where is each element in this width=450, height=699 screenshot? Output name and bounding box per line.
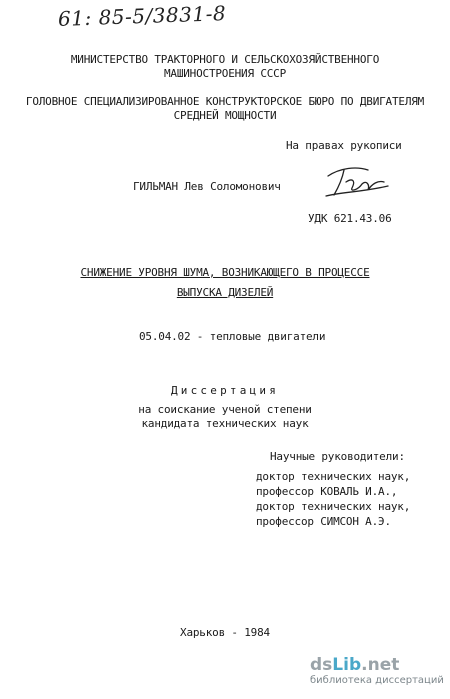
bureau-line-1: ГОЛОВНОЕ СПЕЦИАЛИЗИРОВАННОЕ КОНСТРУКТОРСКОЕ БЮРО ПО ДВИГАТЕЛЯМ: [25, 95, 425, 108]
dslib-watermark: [310, 655, 444, 691]
udk-code: УДК 621.43.06: [308, 212, 392, 225]
rights-note: На правах рукописи: [286, 139, 402, 152]
dslib-logo: dsLib.net: [310, 655, 400, 675]
bureau-line-2: СРЕДНЕЙ МОЩНОСТИ: [173, 109, 277, 122]
author-name: ГИЛЬМАН Лев Соломонович: [133, 180, 281, 193]
supervisor-line-3: доктор технических наук,: [256, 500, 411, 513]
ministry-line-1: МИНИСТЕРСТВО ТРАКТОРНОГО И СЕЛЬСКОХОЗЯЙСТВЕННОГО: [70, 53, 380, 66]
degree-line-2: кандидата технических наук: [141, 417, 309, 430]
specialty-code: 05.04.02 - тепловые двигатели: [139, 330, 326, 343]
dslib-subtitle: библиотека диссертаций: [310, 675, 444, 686]
degree-line-1: на соискание ученой степени: [138, 403, 312, 416]
supervisor-line-4: профессор СИМСОН А.Э.: [256, 515, 391, 528]
document-type: Диссертация: [170, 384, 280, 397]
ministry-line-2: МАШИНОСТРОЕНИЯ СССР: [163, 67, 287, 80]
thesis-title-line-2: ВЫПУСКА ДИЗЕЛЕЙ: [176, 286, 274, 299]
city-year: Харьков - 1984: [180, 626, 270, 639]
supervisor-line-2: профессор КОВАЛЬ И.А.,: [256, 485, 398, 498]
supervisors-heading: Научные руководители:: [270, 450, 405, 463]
thesis-title-line-1: СНИЖЕНИЕ УРОВНЯ ШУМА, ВОЗНИКАЮЩЕГО В ПРОЦЕССЕ: [80, 266, 370, 279]
author-signature: [322, 162, 392, 202]
handwritten-catalog-code: 61: 85-5/3831-8: [57, 1, 227, 31]
supervisor-line-1: доктор технических наук,: [256, 470, 411, 483]
